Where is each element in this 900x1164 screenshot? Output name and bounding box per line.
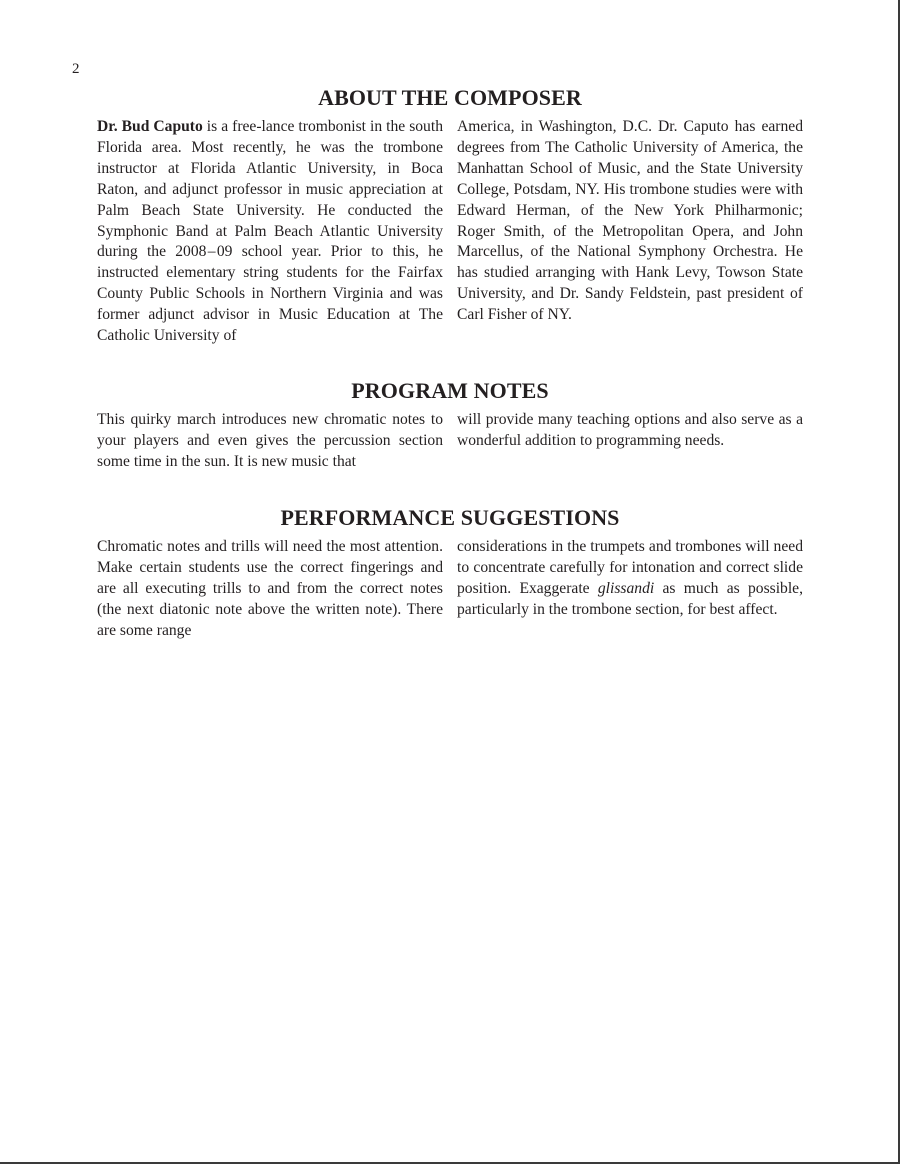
performance-text-right-after: as much as possible, particularly in the trombone section, for best affect. xyxy=(457,579,804,618)
program-notes-text-left: This quirky march introduces new chromatic notes to your players and even gives the percussion section some time in the sun. It is new music that xyxy=(97,411,443,470)
performance-suggestions-section xyxy=(97,505,803,642)
composer-left-column xyxy=(97,117,443,347)
performance-text-right xyxy=(457,537,803,621)
performance-text-left: Chromatic notes and trills will need the most attention. Make certain students use the correct fingerings and are all executing trills to and from the correct notes (the next diatonic note above the written note). There are some range xyxy=(97,538,443,639)
section-heading-program-notes: PROGRAM NOTES xyxy=(351,378,549,403)
composer-bio-paragraph xyxy=(97,117,443,347)
section-heading-performance: PERFORMANCE SUGGESTIONS xyxy=(280,505,620,530)
performance-columns xyxy=(97,537,803,642)
program-notes-columns xyxy=(97,410,803,473)
performance-right-column xyxy=(457,537,803,642)
page-number: 2 xyxy=(72,61,80,77)
glissandi-emphasis: glissandi xyxy=(597,579,655,597)
composer-columns xyxy=(97,117,803,347)
about-the-composer-section xyxy=(97,85,803,347)
program-notes-section xyxy=(97,378,803,473)
program-notes-text-right: will provide many teaching options and also serve as a wonderful addition to programming needs. xyxy=(457,411,803,449)
performance-text-right-before: considerations in the trumpets and trombones will need to concentrate carefully for intonation and correct slide position. Exaggerate xyxy=(457,538,803,597)
program-notes-left-column xyxy=(97,410,443,473)
performance-left-column xyxy=(97,537,443,642)
composer-bio-text-left: is a free-lance trombonist in the south Florida area. Most recently, he was the trombone instructor at Florida Atlantic University, in Boca Raton, and adjunct professor in music appreciation at Palm Beach State University. He conducted the Symphonic Band at Palm Beach Atlantic University during the 2008 – 09 school year. Prior to this, he instructed elementary string students for the Fairfax County Public Schools in Northern Virginia and was former adjunct advisor in Music Education at The Catholic University of xyxy=(97,118,443,345)
composer-bio-text-right: America, in Washington, D.C. Dr. Caputo has earned degrees from The Catholic University of America, the Manhattan School of Music, and the State University College, Potsdam, NY. His trombone studies were with Edward Herman, of the New York Philharmonic; Roger Smith, of the Metropolitan Opera, and John Marcellus, of the National Symphony Orchestra. He has studied arranging with Hank Levy, Towson State University, and Dr. Sandy Feldstein, past president of Carl Fisher of NY. xyxy=(457,118,803,324)
composer-right-column xyxy=(457,117,803,347)
section-heading-composer: ABOUT THE COMPOSER xyxy=(318,85,582,110)
program-notes-right-column xyxy=(457,410,803,473)
composer-name: Dr. Bud Caputo xyxy=(97,118,203,135)
